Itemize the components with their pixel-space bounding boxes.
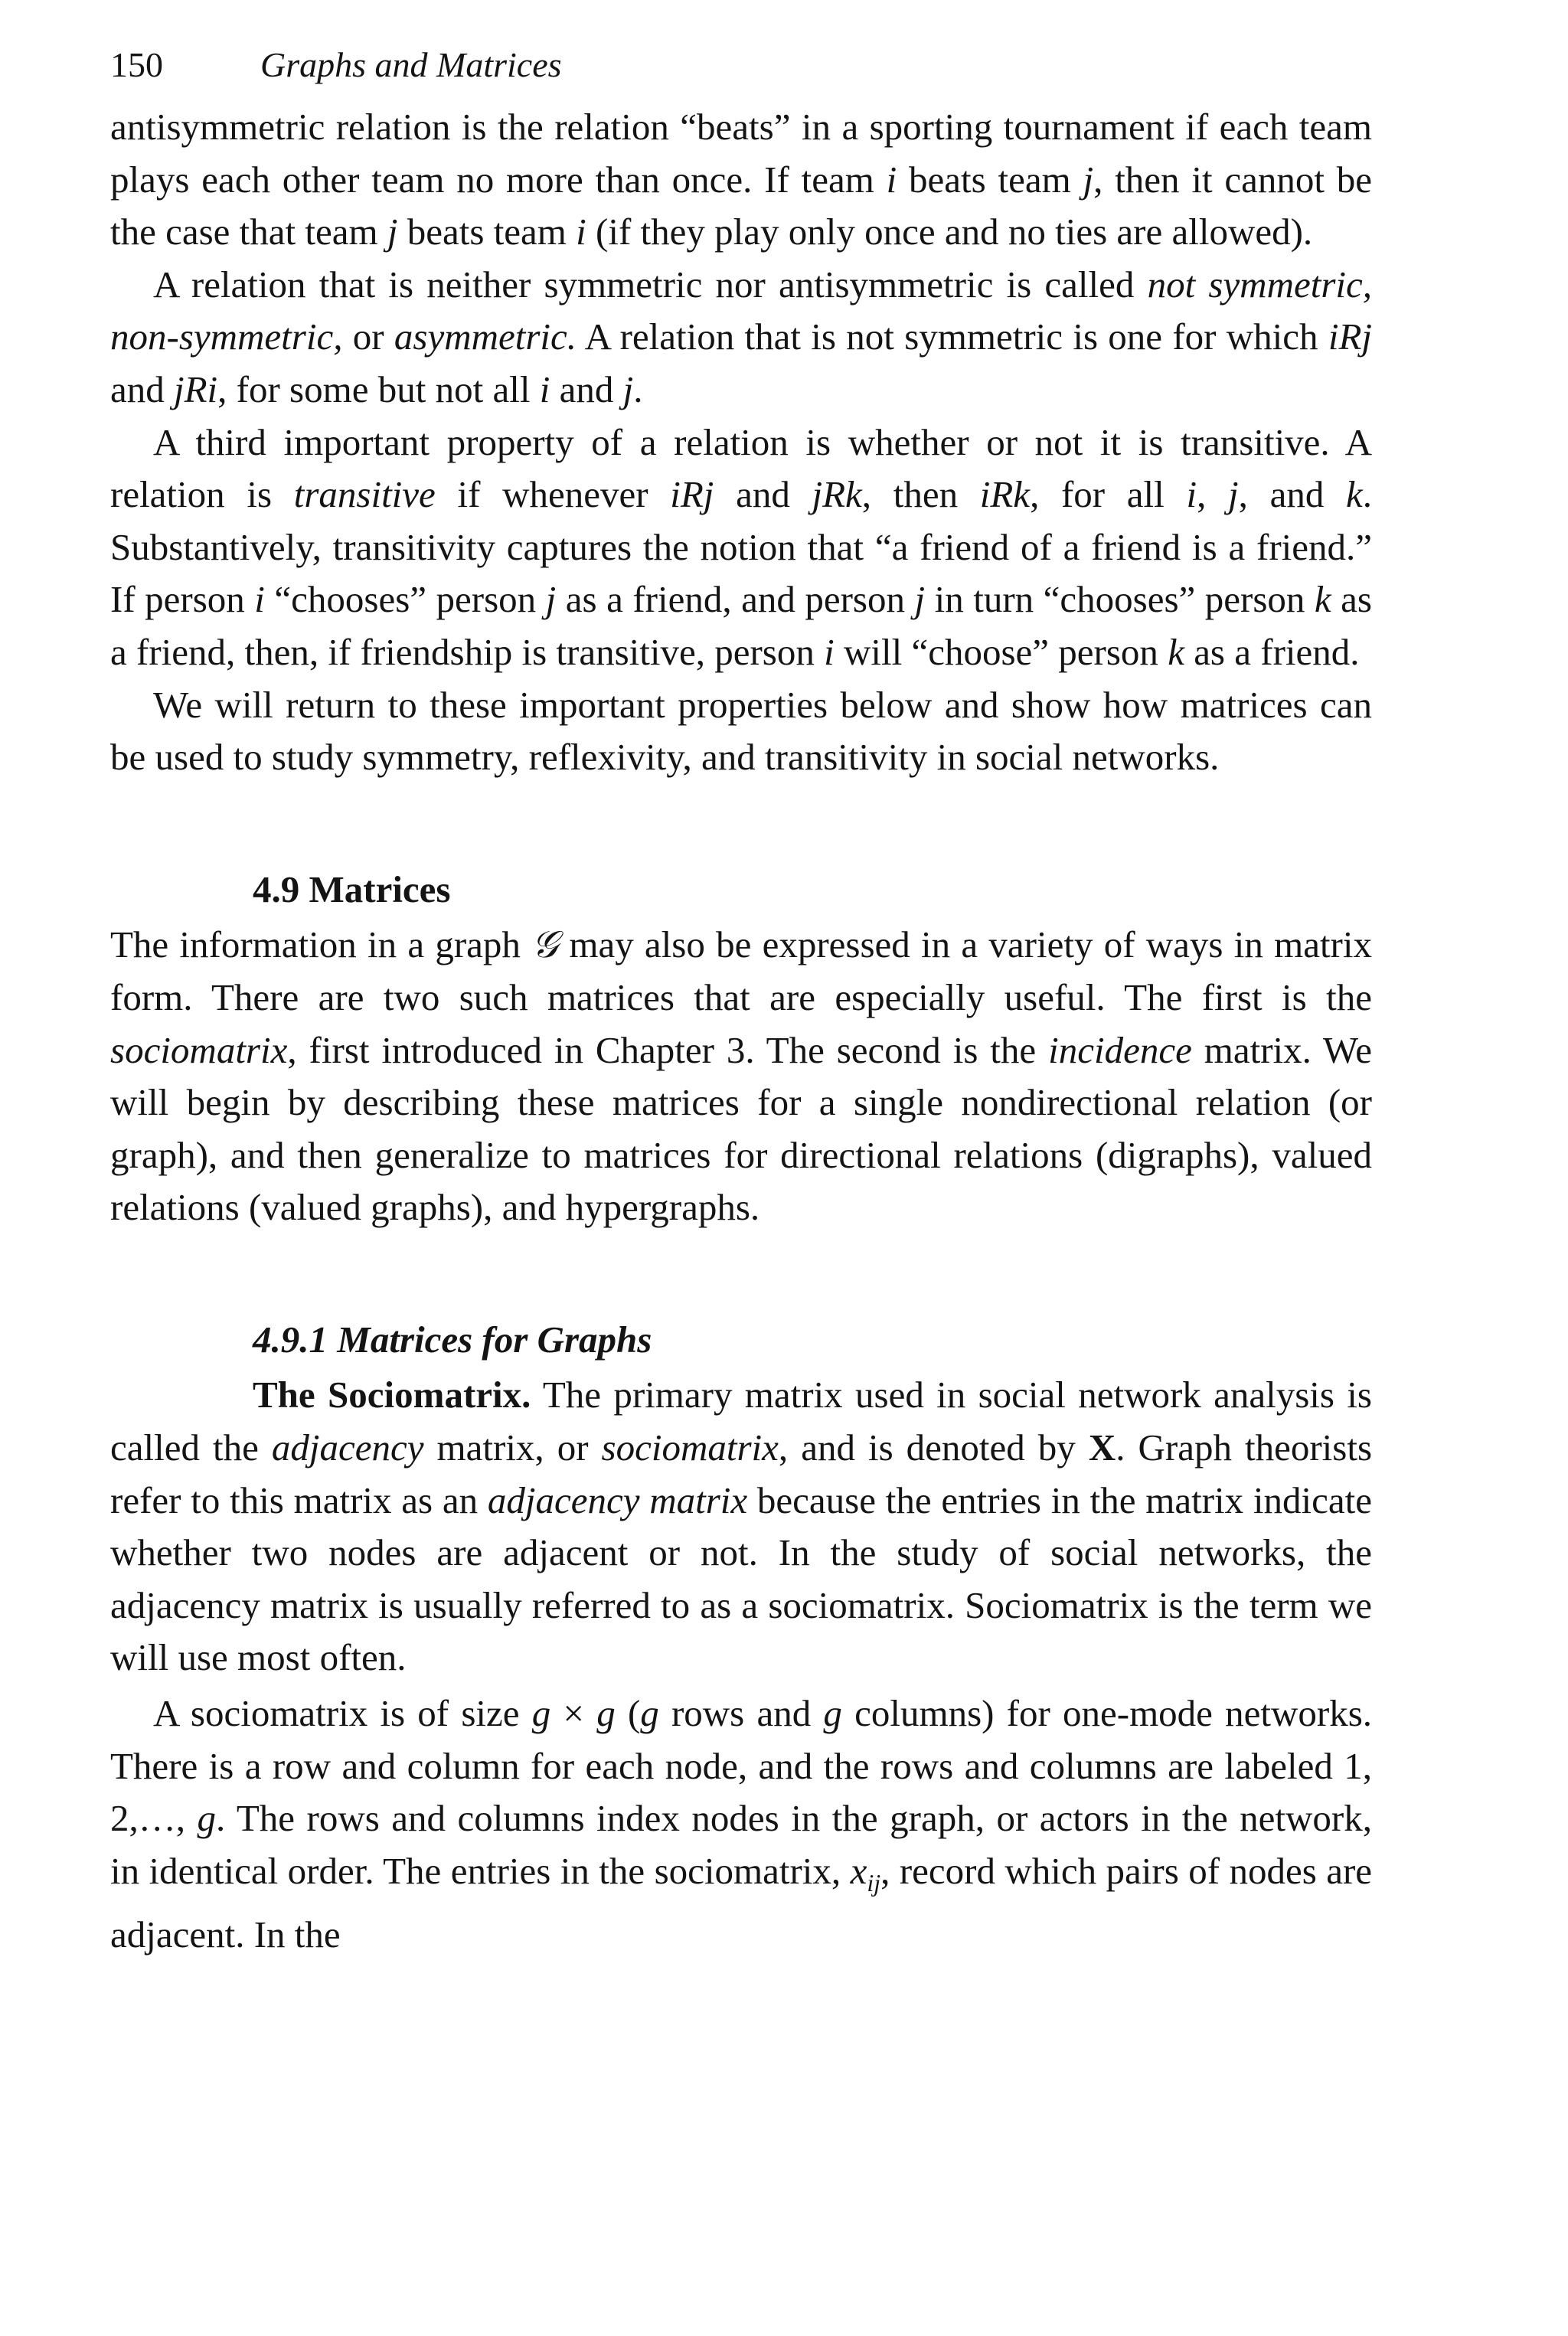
- paragraph-return-properties: We will return to these important properties below and show how matrices can be used to study symmetry, reflexivity, and transitivity in social networks.: [110, 683, 1372, 779]
- paragraph-not-symmetric: A relation that is neither symmetric nor antisymmetric is called not symmetric, non-symmetric, or asymmetric. A relation that is not symmetric is one for which iRj and jRi, for some but not all i and j.: [110, 263, 1372, 410]
- paragraph-sociomatrix-size: A sociomatrix is of size g × g (g rows and g columns) for one-mode networks. There is a row and column for each node, and the rows and columns are labeled 1, 2,…, g. The rows and columns index nodes in the graph, or actors in the network, in identical order. The entries in the sociomatrix, $x_{ij}$, record which pairs of nodes are adjacent. In the: [110, 1692, 1373, 1956]
- subsection-heading: 4.9.1 Matrices for Graphs: [253, 1318, 652, 1361]
- paragraph-sociomatrix: The Sociomatrix. The primary matrix used in social network analysis is called the adjacency matrix, or sociomatrix, and is denoted by X. Graph theorists refer to this matrix as an adjacency matrix because the entries in the matrix indicate whether two nodes are adjacent or not. In the study of social networks, the adjacency matrix is usually referred to as a sociomatrix. Sociomatrix is the term we will use most often.: [110, 1374, 1373, 1679]
- section-heading: 4.9 Matrices: [253, 867, 451, 910]
- document-page: [110, 40, 1372, 1962]
- paragraph-antisymmetric-example: antisymmetric relation is the relation “beats” in a sporting tournament if each team plays each other team no more than once. If team i beats team j, then it cannot be the case that team j beats team i (if they play only once and no ties are allowed).: [110, 106, 1373, 253]
- page-number: 150: [110, 45, 163, 84]
- running-header: [110, 40, 1372, 101]
- running-title: Graphs and Matrices: [260, 45, 562, 84]
- graph-script-g-symbol: 𝒢: [531, 923, 559, 966]
- run-in-heading: The Sociomatrix.: [253, 1374, 531, 1416]
- paragraph-matrices-intro: The information in a graph 𝒢 may also be expressed in a variety of ways in matrix form. There are two such matrices that are especially useful. The first is the sociomatrix, first introduced in Chapter 3. The second is the incidence matrix. We will begin by describing these matrices for a single nondirectional relation (or graph), and then generalize to matrices for directional relations (digraphs), valued relations (valued graphs), and hypergraphs.: [110, 923, 1372, 1229]
- paragraph-transitivity: A third important property of a relation is whether or not it is transitive. A relation is transitive if whenever iRj and jRk, then iRk, for all i, j, and k. Substantively, transitivity captures the notion that “a friend of a friend is a friend.” If person i “chooses” person j as a friend, and person j in turn “chooses” person k as a friend, then, if friendship is transitive, person i will “choose” person k as a friend.: [110, 420, 1373, 673]
